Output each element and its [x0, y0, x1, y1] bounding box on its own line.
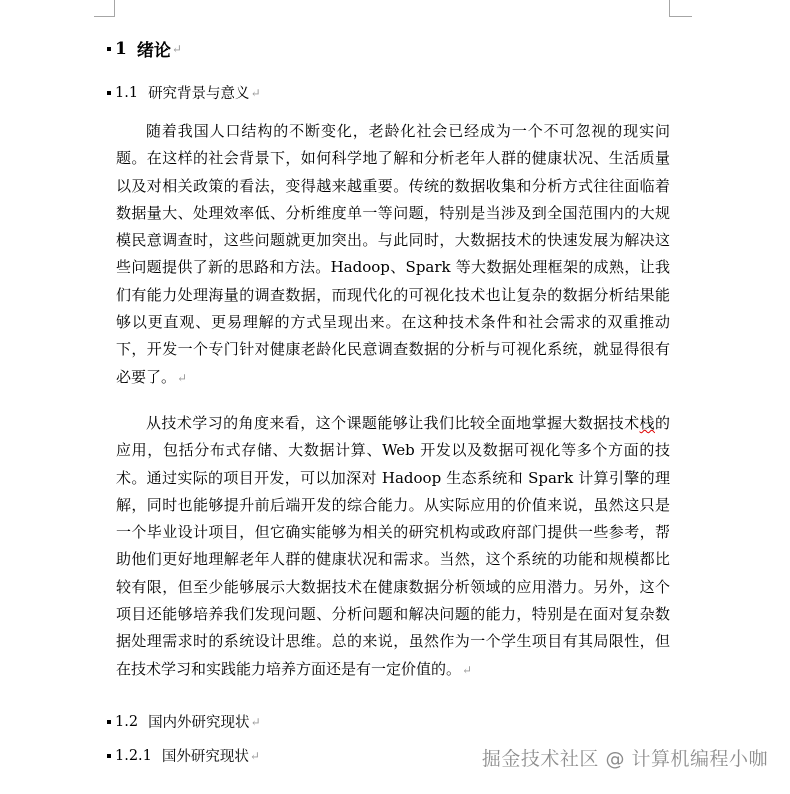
heading-1-2-1[interactable] [107, 745, 260, 766]
paragraph-text: 的应用，包括分布式存储、大数据计算、Web 开发以及数据可视化等多个方面的技术。通过实际的项目开发，可以加深对 Hadoop 生态系统和 Spark 计算引擎的理解，同时也能够提升前后端开发的综合能力。从实际应用的价值来说，虽然这只是一个毕业设计项目，但它确实能够为相关的研究机构或政府部门提供一些参考，帮助他们更好地理解老年人群的健康状况和需求。当然，这个系统的功能和规模都比较有限，但至少能够展示大数据技术在健康数据分析领域的应用潜力。另外，这个项目还能够培养我们发现问题、分析问题和解决问题的能力，特别是在面对复杂数据处理需求时的系统设计思维。总的来说，虽然作为一个学生项目有其局限性，但在技术学习和实践能力培养方面还是有一定价值的。 [116, 414, 670, 678]
heading-title: 国内外研究现状 [148, 715, 250, 731]
heading-bullet [107, 754, 111, 758]
paragraph-mark-icon: ↵ [249, 748, 260, 763]
body-paragraph-2[interactable] [116, 410, 670, 684]
heading-1-2[interactable] [107, 711, 261, 732]
heading-bullet [107, 47, 111, 51]
heading-bullet [107, 91, 111, 95]
heading-title: 绪论 [136, 41, 171, 61]
heading-title: 研究背景与意义 [148, 86, 250, 102]
watermark: 掘金技术社区 @ 计算机编程小咖 [481, 748, 768, 770]
heading-title: 国外研究现状 [161, 749, 249, 765]
paragraph-mark-icon: ↵ [250, 85, 261, 100]
heading-number: 1.2 [115, 713, 139, 730]
heading-bullet [107, 720, 111, 724]
spellcheck-flagged-word[interactable]: 栈 [639, 414, 655, 432]
body-paragraph-1[interactable] [116, 118, 670, 392]
paragraph-mark-icon: ↵ [462, 662, 473, 677]
heading-number: 1 [115, 38, 127, 59]
heading-number: 1.1 [115, 84, 139, 101]
paragraph-text: 从技术学习的角度来看，这个课题能够让我们比较全面地掌握大数据技术 [146, 414, 640, 432]
paragraph-mark-icon: ↵ [250, 714, 261, 729]
heading-1-1[interactable] [107, 82, 261, 103]
paragraph-text: 随着我国人口结构的不断变化，老龄化社会已经成为一个不可忽视的现实问题。在这样的社会背景下，如何科学地了解和分析老年人群的健康状况、生活质量以及对相关政策的看法，变得越来越重要。传统的数据收集和分析方式往往面临着数据量大、处理效率低、分析维度单一等问题，特别是当涉及到全国范围内的大规模民意调查时，这些问题就更加突出。与此同时，大数据技术的快速发展为解决这些问题提供了新的思路和方法。Hadoop、Spark 等大数据处理框架的成熟，让我们有能力处理海量的调查数据，而现代化的可视化技术也让复杂的数据分析结果能够以更直观、更易理解的方式呈现出来。在这种技术条件和社会需求的双重推动下，开发一个专门针对健康老龄化民意调查数据的分析与可视化系统，就显得很有必要了。 [116, 122, 670, 386]
paragraph-mark-icon: ↵ [171, 41, 182, 56]
paragraph-mark-icon: ↵ [177, 370, 188, 385]
heading-1[interactable] [107, 36, 182, 61]
heading-number: 1.2.1 [115, 747, 152, 764]
